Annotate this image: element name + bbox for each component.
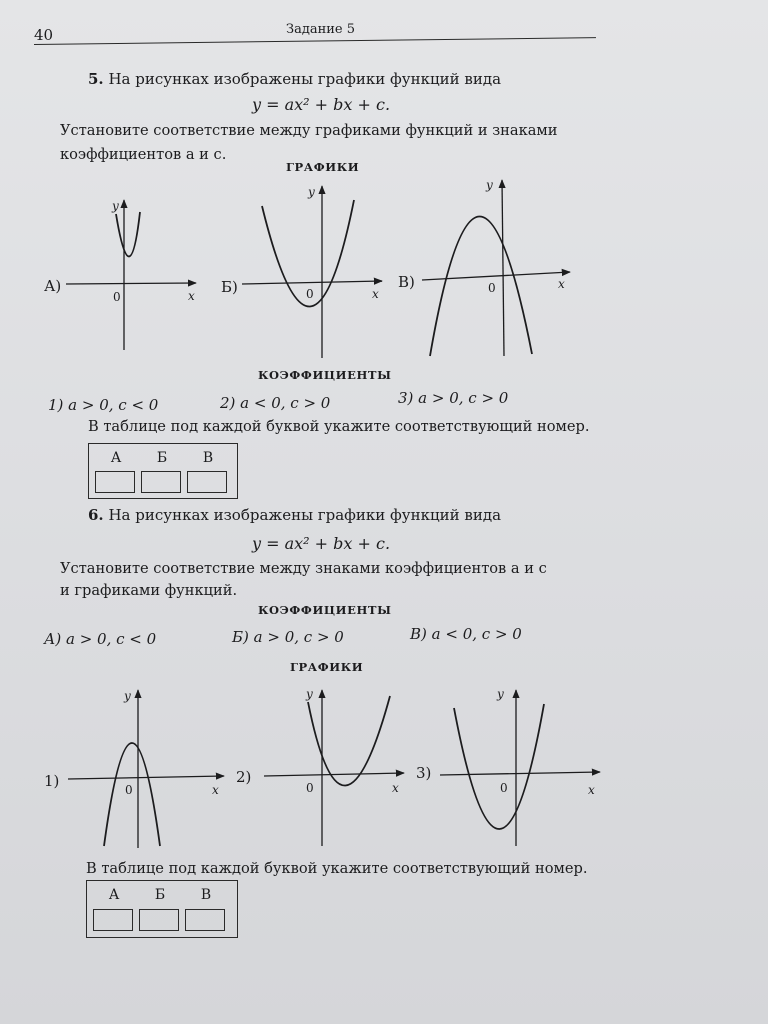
task5-formula: y = ax² + bx + c. [252, 95, 391, 114]
task6-table-instruction: В таблице под каждой буквой укажите соответствующий номер. [86, 860, 588, 877]
task6-graph-3-x-label: x [588, 783, 595, 797]
task5-number: 5. [88, 70, 104, 88]
task6-graph-2-x-label: x [392, 781, 399, 795]
task6-graph-1 [44, 689, 224, 848]
task6-graph-1-x-axis [68, 776, 224, 779]
task5-option-3: 3) a > 0, c > 0 [398, 389, 509, 407]
task6-graph-1-label: 1) [44, 772, 60, 790]
task6-graph-2-origin: 0 [306, 781, 314, 795]
task6-graph-1-x-label: x [212, 783, 219, 797]
task5-graph-v-y-label: y [486, 178, 493, 192]
task6-graph-3-parabola [454, 704, 544, 829]
task6-graph-3-origin: 0 [500, 781, 508, 795]
task6-table-header-v: В [200, 887, 212, 903]
task5-coefficients-heading: КОЭФФИЦИЕНТЫ [258, 368, 392, 382]
task6-graph-3-y-label: y [497, 687, 504, 701]
task6-instruction-line1: Установите соответствие между знаками коэффициентов a и c [60, 560, 547, 577]
task5-graph-v-x-label: x [558, 277, 565, 291]
task5-graph-b-y-label: y [308, 185, 315, 199]
task6-graph-2-y-label: y [306, 687, 313, 701]
task6-table-header-a: А [108, 887, 120, 903]
task5-graph-a-label: А) [44, 277, 62, 295]
task5-intro-text: На рисунках изображены графики функций вида [108, 70, 502, 88]
task6-coefficients-heading: КОЭФФИЦИЕНТЫ [258, 603, 392, 617]
task5-option-1: 1) a > 0, c < 0 [48, 396, 159, 414]
task6-graph-1-origin: 0 [125, 783, 133, 797]
task6-number: 6. [88, 506, 104, 524]
task5-instruction-line2: коэффициентов a и c. [60, 146, 227, 163]
task5-graph-a-x-label: x [188, 289, 195, 303]
task6-graph-2 [236, 687, 404, 846]
task5-graph-v-origin: 0 [488, 281, 496, 295]
task6-intro-text: На рисунках изображены графики функций вида [108, 506, 502, 524]
task6-answer-table [86, 880, 238, 938]
task5-table-header-a: А [110, 450, 122, 466]
task6-formula: y = ax² + bx + c. [252, 534, 391, 553]
task6-table-header-b: Б [154, 887, 166, 903]
running-title: Задание 5 [286, 22, 356, 37]
task5-graph-v-label: В) [398, 273, 415, 291]
task6-option-b: Б) a > 0, c > 0 [232, 628, 344, 646]
task5-table-header-v: В [202, 450, 214, 466]
task5-graph-a-origin: 0 [113, 290, 121, 304]
task5-graph-b-x-label: x [372, 287, 379, 301]
task6-answer-cell-v[interactable] [185, 909, 225, 931]
task5-graph-b-origin: 0 [306, 287, 314, 301]
task6-answer-cell-b[interactable] [139, 909, 179, 931]
task6-graphs-heading: ГРАФИКИ [290, 660, 364, 674]
task5-graph-b-label: Б) [221, 278, 238, 296]
task5-graphs-heading: ГРАФИКИ [286, 160, 360, 174]
task6-graph-3 [416, 687, 600, 846]
task6-option-a: А) a > 0, c < 0 [44, 630, 157, 648]
task5-table-instruction-text: В таблице под каждой буквой укажите соответствующий номер. [88, 418, 590, 435]
task6-graph-1-y-label: y [124, 689, 131, 703]
task5-graph-a-y-label: y [112, 199, 119, 213]
task5-option-2: 2) a < 0, c > 0 [220, 394, 331, 412]
task6-option-v: В) a < 0, c > 0 [410, 625, 522, 643]
task6-graph-2-parabola [308, 696, 390, 786]
task6-graph-2-x-axis [264, 773, 404, 776]
page-number: 40 [34, 26, 54, 44]
task6-answer-cell-a[interactable] [93, 909, 133, 931]
task6-graph-3-label: 3) [416, 764, 432, 782]
task5-instruction-line1: Установите соответствие между графиками функций и знаками [60, 122, 558, 139]
task6-graph-3-x-axis [440, 772, 600, 775]
task5-table-header-b: Б [156, 450, 168, 466]
task6-instruction-line2: и графиками функций. [60, 582, 238, 599]
task6-graph-2-label: 2) [236, 768, 252, 786]
